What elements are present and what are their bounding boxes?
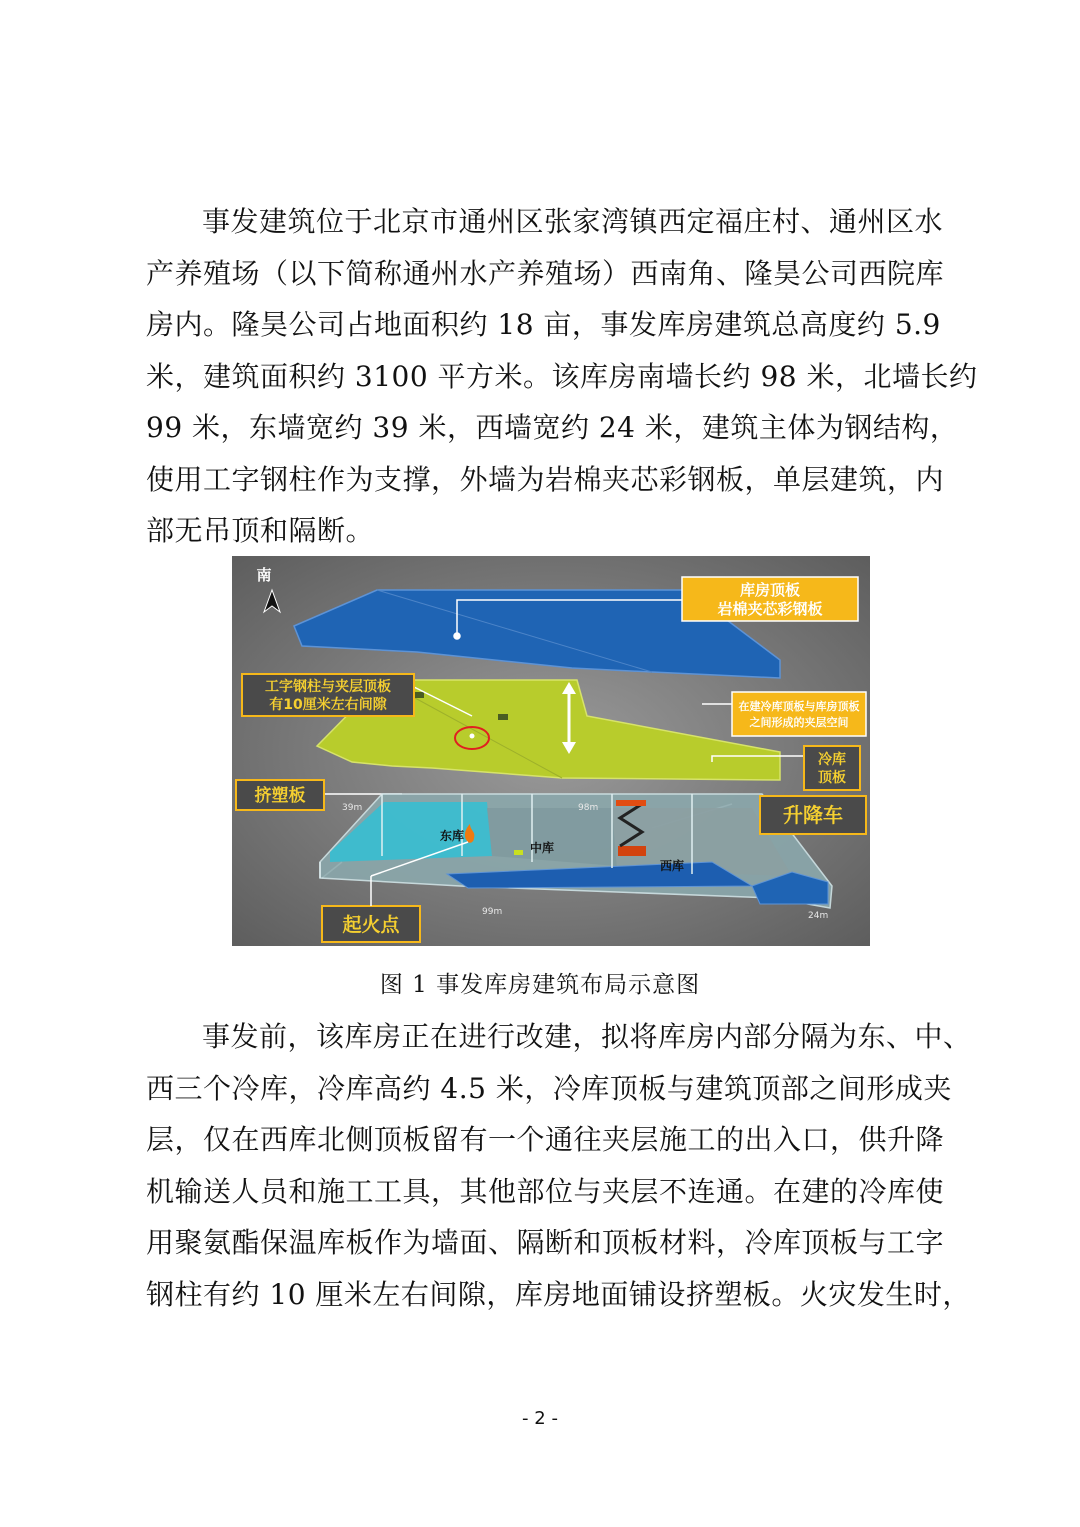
- compass-label: 南: [256, 566, 272, 584]
- fire-label: [322, 906, 420, 942]
- layout-diagram: [232, 556, 870, 946]
- svg-text:升降车: 升降车: [783, 803, 843, 827]
- svg-text:挤塑板: 挤塑板: [254, 786, 306, 806]
- gap-label: [242, 674, 414, 716]
- interlayer-label: [732, 692, 866, 736]
- roof-label: [682, 577, 858, 621]
- svg-text:在建冷库顶板与库房顶板: 在建冷库顶板与库房顶板: [738, 700, 860, 713]
- svg-text:岩棉夹芯彩钢板: 岩棉夹芯彩钢板: [717, 600, 823, 618]
- dim-west: 24m: [808, 911, 829, 921]
- text-line: 层，仅在西库北侧顶板留有一个通往夹层施工的出入口，供升降: [146, 1123, 945, 1156]
- text-line: 用聚氨酯保温库板作为墙面、隔断和顶板材料，冷库顶板与工字: [146, 1226, 945, 1259]
- dim-east: 39m: [342, 803, 363, 813]
- svg-text:有10厘米左右间隙: 有10厘米左右间隙: [269, 697, 387, 713]
- dim-north: 99m: [482, 907, 503, 917]
- text-line: 事发建筑位于北京市通州区张家湾镇西定福庄村、通州区水: [202, 205, 944, 238]
- text-line: 99 米，东墙宽约 39 米，西墙宽约 24 米，建筑主体为钢结构，: [146, 411, 959, 444]
- text-line: 西三个冷库，冷库高约 4.5 米，冷库顶板与建筑顶部之间形成夹: [146, 1071, 952, 1105]
- dim-south: 98m: [578, 803, 599, 813]
- text-line: 产养殖场（以下简称通州水产养殖场）西南角、隆昊公司西院库: [146, 256, 945, 290]
- page-number: - 2 -: [522, 1408, 558, 1429]
- text-line: 部无吊顶和隔断。: [146, 514, 375, 547]
- room-west: 西库: [660, 859, 685, 873]
- svg-text:顶板: 顶板: [818, 770, 846, 786]
- text-line: 事发前，该库房正在进行改建，拟将库房内部分隔为东、中、: [202, 1020, 972, 1053]
- figure-caption: 图 1 事发库房建筑布局示意图: [379, 972, 701, 998]
- xps-label: [236, 780, 324, 810]
- building-layout-figure: [232, 556, 870, 946]
- text-line: 房内。隆昊公司占地面积约 18 亩，事发库房建筑总高度约 5.9: [146, 308, 941, 341]
- paragraph-1: [146, 196, 978, 557]
- text-line: 使用工字钢柱作为支撑，外墙为岩棉夹芯彩钢板，单层建筑，内: [146, 462, 945, 496]
- paragraph-2: [146, 1011, 972, 1320]
- lift-label: [760, 796, 866, 834]
- svg-text:工字钢柱与夹层顶板: 工字钢柱与夹层顶板: [265, 679, 391, 695]
- room-middle: 中库: [530, 841, 555, 855]
- text-line: 钢柱有约 10 厘米左右间隙，库房地面铺设挤塑板。火灾发生时，: [146, 1277, 971, 1311]
- svg-text:冷库: 冷库: [818, 752, 846, 768]
- svg-text:起火点: 起火点: [342, 914, 400, 936]
- cold-roof-label: [804, 746, 860, 790]
- room-east: 东库: [440, 829, 465, 843]
- text-line: 米，建筑面积约 3100 平方米。该库房南墙长约 98 米，北墙长约: [146, 359, 978, 393]
- svg-text:库房顶板: 库房顶板: [739, 581, 801, 599]
- svg-text:之间形成的夹层空间: 之间形成的夹层空间: [749, 716, 849, 729]
- text-line: 机输送人员和施工工具，其他部位与夹层不连通。在建的冷库使: [146, 1174, 945, 1208]
